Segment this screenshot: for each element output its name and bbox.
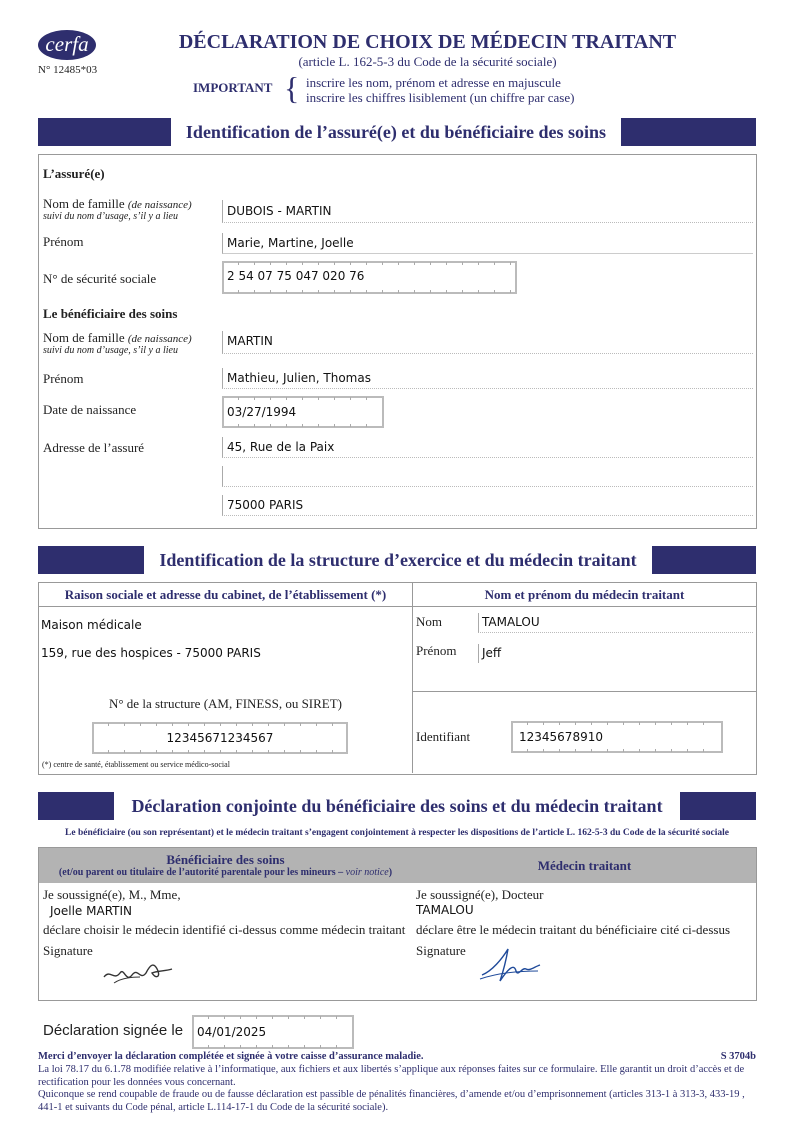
- establishment-footnote: (*) centre de santé, établissement ou service médico-social: [42, 760, 230, 769]
- comb-tick: [318, 290, 319, 293]
- comb-tick: [639, 749, 640, 752]
- doctor-divider: [413, 691, 756, 692]
- important-line-2: inscrire les chiffres lisiblement (un chiffre par case): [306, 90, 575, 105]
- comb-tick: [336, 1045, 337, 1048]
- dob-field[interactable]: [222, 396, 384, 428]
- comb-tick: [446, 262, 447, 265]
- comb-tick: [284, 723, 285, 726]
- comb-tick: [332, 723, 333, 726]
- comb-tick: [268, 750, 269, 753]
- comb-tick: [220, 723, 221, 726]
- comb-tick: [639, 722, 640, 725]
- comb-tick: [316, 723, 317, 726]
- comb-tick: [272, 1045, 273, 1048]
- comb-tick: [446, 290, 447, 293]
- comb-tick: [256, 1045, 257, 1048]
- comb-tick: [288, 1016, 289, 1019]
- comb-tick: [655, 749, 656, 752]
- comb-tick: [316, 750, 317, 753]
- doctor-first-name-field[interactable]: [478, 644, 753, 663]
- subheader-end: ): [388, 867, 393, 878]
- dob-label: Date de naissance: [43, 402, 137, 417]
- comb-tick: [334, 424, 335, 427]
- comb-tick: [350, 424, 351, 427]
- comb-tick: [414, 290, 415, 293]
- comb-tick: [430, 262, 431, 265]
- section1-title: Identification de l’assuré(e) et du bénéficiaire des soins: [171, 118, 621, 146]
- comb-tick: [510, 262, 511, 265]
- comb-tick: [268, 723, 269, 726]
- comb-tick: [124, 723, 125, 726]
- comb-tick: [543, 749, 544, 752]
- privacy-notice: La loi 78.17 du 6.1.78 modifiée relative à l’informatique, aux fichiers et aux libertés s’applique aux réponses faites sur ce formulaire. Elle garantit un droit d’accès et de rectification pour les données vous concernant.: [38, 1064, 745, 1088]
- brace-icon: {: [284, 70, 300, 106]
- address-line2-field[interactable]: [222, 466, 753, 487]
- beneficiary-first-name-value: Mathieu, Julien, Thomas: [227, 371, 371, 385]
- comb-tick: [366, 262, 367, 265]
- insured-usage-hint: suivi du nom d’usage, s’il y a lieu: [43, 211, 178, 222]
- comb-tick: [286, 424, 287, 427]
- comb-tick: [334, 397, 335, 400]
- fraud-notice: Quiconque se rend coupable de fraude ou de fausse déclaration est passible de pénalités financières, d’amende et/ou d’emprisonnement (articles 313-1 à 313-3, 433-19 , 441-1 et suivants du Code pénal, article L.114-17-1 du Code de la sécurité sociale).: [38, 1089, 745, 1113]
- beneficiary-heading: Le bénéficiaire des soins: [43, 306, 178, 321]
- comb-tick: [687, 749, 688, 752]
- comb-tick: [559, 722, 560, 725]
- signed-date-field[interactable]: [192, 1015, 354, 1049]
- structure-number-value: 12345671234567: [166, 731, 274, 745]
- establishment-column-header: Raison sociale et adresse du cabinet, de l’établissement (*): [64, 587, 387, 602]
- comb-tick: [302, 397, 303, 400]
- comb-tick: [591, 749, 592, 752]
- comb-tick: [510, 290, 511, 293]
- insured-family-name-field[interactable]: [222, 200, 753, 223]
- comb-tick: [320, 1016, 321, 1019]
- comb-tick: [398, 290, 399, 293]
- insured-first-name-value: Marie, Martine, Joelle: [227, 236, 354, 250]
- address-city-field[interactable]: [222, 495, 753, 516]
- form-code: S 3704b: [720, 1051, 756, 1062]
- comb-tick: [366, 397, 367, 400]
- comb-tick: [494, 290, 495, 293]
- structure-number-field[interactable]: [92, 722, 348, 754]
- beneficiary-signer-name: Joelle MARTIN: [50, 904, 133, 918]
- structure-column-divider: [412, 583, 413, 773]
- identifier-label: Identifiant: [416, 729, 471, 744]
- doctor-column-header: Nom et prénom du médecin traitant: [484, 587, 685, 602]
- dob-value: 03/27/1994: [227, 405, 297, 419]
- comb-tick: [270, 290, 271, 293]
- comb-tick: [382, 262, 383, 265]
- comb-tick: [172, 723, 173, 726]
- comb-tick: [302, 424, 303, 427]
- comb-tick: [366, 424, 367, 427]
- beneficiary-family-name-label-text: Nom de famille: [43, 330, 125, 345]
- insured-family-name-value: DUBOIS - MARTIN: [227, 204, 332, 218]
- comb-tick: [623, 749, 624, 752]
- signed-date-value: 04/01/2025: [197, 1025, 267, 1039]
- comb-tick: [703, 722, 704, 725]
- beneficiary-declaration: déclare choisir le médecin identifié ci-dessus comme médecin traitant: [43, 922, 406, 937]
- comb-tick: [527, 749, 528, 752]
- comb-tick: [350, 290, 351, 293]
- section1-header: [38, 118, 756, 146]
- comb-tick: [238, 424, 239, 427]
- comb-tick: [256, 1016, 257, 1019]
- comb-tick: [304, 1045, 305, 1048]
- comb-tick: [224, 1016, 225, 1019]
- beneficiary-column-header: Bénéficiaire des soins: [166, 852, 285, 867]
- beneficiary-family-name-field[interactable]: [222, 331, 753, 354]
- address-label: Adresse de l’assuré: [43, 440, 145, 455]
- section3-header: [38, 792, 756, 820]
- beneficiary-usage-hint: suivi du nom d’usage, s’il y a lieu: [43, 345, 178, 356]
- beneficiary-first-name-label: Prénom: [43, 371, 84, 386]
- comb-tick: [687, 722, 688, 725]
- comb-tick: [286, 397, 287, 400]
- comb-tick: [300, 750, 301, 753]
- comb-tick: [703, 749, 704, 752]
- family-name-hint: (de naissance): [127, 199, 192, 211]
- doctor-declaration-column-header: Médecin traitant: [537, 858, 632, 873]
- comb-tick: [288, 1045, 289, 1048]
- comb-tick: [607, 722, 608, 725]
- comb-tick: [254, 290, 255, 293]
- comb-tick: [462, 290, 463, 293]
- comb-tick: [366, 290, 367, 293]
- comb-tick: [430, 290, 431, 293]
- section2-title: Identification de la structure d’exercice et du médecin traitant: [144, 546, 652, 574]
- structure-number-label: N° de la structure (AM, FINESS, ou SIRET): [108, 696, 343, 711]
- comb-tick: [398, 262, 399, 265]
- family-name-label-text: Nom de famille: [43, 196, 125, 211]
- ssn-value: 2 54 07 75 047 020 76: [227, 269, 365, 283]
- doctor-signer-name: TAMALOU: [416, 903, 474, 917]
- comb-tick: [318, 424, 319, 427]
- identifier-value: 12345678910: [519, 730, 603, 744]
- comb-tick: [208, 1016, 209, 1019]
- comb-tick: [272, 1016, 273, 1019]
- comb-tick: [254, 424, 255, 427]
- comb-tick: [220, 750, 221, 753]
- comb-tick: [252, 723, 253, 726]
- comb-tick: [591, 722, 592, 725]
- ssn-label: N° de sécurité sociale: [43, 271, 157, 286]
- comb-tick: [623, 722, 624, 725]
- comb-tick: [156, 723, 157, 726]
- comb-tick: [336, 1016, 337, 1019]
- comb-tick: [302, 262, 303, 265]
- comb-tick: [478, 290, 479, 293]
- comb-tick: [382, 290, 383, 293]
- insured-first-name-field[interactable]: [222, 233, 753, 254]
- comb-tick: [318, 262, 319, 265]
- page-subtitle: (article L. 162-5-3 du Code de la sécurité sociale): [298, 54, 557, 69]
- section2-header: [38, 546, 756, 574]
- insured-first-name-label: Prénom: [43, 234, 84, 249]
- comb-tick: [286, 262, 287, 265]
- comb-tick: [238, 290, 239, 293]
- beneficiary-column-subheader: [39, 867, 412, 878]
- comb-tick: [270, 424, 271, 427]
- comb-tick: [414, 262, 415, 265]
- comb-tick: [543, 722, 544, 725]
- comb-tick: [124, 750, 125, 753]
- beneficiary-family-name-label: [43, 330, 192, 346]
- section3-title: Déclaration conjointe du bénéficiaire des soins et du médecin traitant: [114, 792, 680, 820]
- doctor-first-name-label: Prénom: [416, 643, 457, 658]
- comb-tick: [140, 750, 141, 753]
- comb-tick: [334, 262, 335, 265]
- insured-heading: L’assuré(e): [43, 166, 105, 181]
- doctor-name-label: Nom: [416, 614, 442, 629]
- comb-tick: [140, 723, 141, 726]
- comb-tick: [238, 262, 239, 265]
- doctor-signature-label: Signature: [416, 943, 466, 958]
- comb-tick: [332, 750, 333, 753]
- subheader-notice: voir notice: [345, 867, 389, 878]
- beneficiary-undersigned: Je soussigné(e), M., Mme,: [43, 887, 181, 902]
- comb-tick: [204, 750, 205, 753]
- establishment-name: Maison médicale: [41, 618, 142, 632]
- comb-tick: [559, 749, 560, 752]
- comb-tick: [108, 750, 109, 753]
- address-line1-value: 45, Rue de la Paix: [227, 440, 335, 454]
- doctor-name-value: TAMALOU: [482, 615, 540, 629]
- doctor-name-field[interactable]: [478, 613, 753, 633]
- comb-tick: [188, 723, 189, 726]
- comb-tick: [671, 749, 672, 752]
- comb-tick: [240, 1045, 241, 1048]
- ssn-field[interactable]: [222, 261, 517, 294]
- cerfa-logo: cerfa: [38, 30, 96, 60]
- comb-tick: [318, 397, 319, 400]
- insured-family-name-label: [43, 196, 192, 212]
- cerfa-number: N° 12485*03: [38, 64, 98, 76]
- comb-tick: [304, 1016, 305, 1019]
- comb-tick: [575, 749, 576, 752]
- doctor-undersigned: Je soussigné(e), Docteur: [416, 887, 544, 902]
- comb-tick: [350, 262, 351, 265]
- comb-tick: [286, 290, 287, 293]
- comb-tick: [254, 397, 255, 400]
- doctor-signature-icon: [478, 945, 543, 987]
- beneficiary-family-name-value: MARTIN: [227, 334, 273, 348]
- comb-tick: [108, 723, 109, 726]
- subheader-text: (et/ou parent ou titulaire de l’autorité parentale pour les mineurs –: [58, 867, 344, 878]
- signed-date-label: Déclaration signée le: [43, 1022, 184, 1039]
- comb-tick: [302, 290, 303, 293]
- important-label: IMPORTANT: [193, 80, 273, 95]
- comb-tick: [236, 750, 237, 753]
- comb-tick: [270, 397, 271, 400]
- comb-tick: [527, 722, 528, 725]
- important-line-1: inscrire les nom, prénom et adresse en majuscule: [306, 75, 561, 90]
- comb-tick: [350, 397, 351, 400]
- comb-tick: [172, 750, 173, 753]
- structure-header-divider: [39, 606, 756, 607]
- comb-tick: [156, 750, 157, 753]
- beneficiary-family-name-hint: (de naissance): [127, 333, 192, 345]
- comb-tick: [320, 1045, 321, 1048]
- comb-tick: [270, 262, 271, 265]
- comb-tick: [607, 749, 608, 752]
- comb-tick: [224, 1045, 225, 1048]
- comb-tick: [188, 750, 189, 753]
- address-city-value: 75000 PARIS: [227, 498, 304, 512]
- comb-tick: [671, 722, 672, 725]
- comb-tick: [494, 262, 495, 265]
- comb-tick: [284, 750, 285, 753]
- comb-tick: [334, 290, 335, 293]
- joint-declaration-intro: Le bénéficiaire (ou son représentant) et le médecin traitant s’engagent conjointement à respecter les dispositions de l’article L. 162-5-3 du Code de la sécurité sociale: [65, 828, 729, 838]
- comb-tick: [254, 262, 255, 265]
- beneficiary-first-name-field[interactable]: [222, 368, 753, 389]
- beneficiary-signature-label: Signature: [43, 943, 93, 958]
- comb-tick: [462, 262, 463, 265]
- comb-tick: [575, 722, 576, 725]
- comb-tick: [240, 1016, 241, 1019]
- doctor-first-name-value: Jeff: [482, 646, 502, 660]
- establishment-address: 159, rue des hospices - 75000 PARIS: [41, 646, 261, 660]
- comb-tick: [204, 723, 205, 726]
- page-title: DÉCLARATION DE CHOIX DE MÉDECIN TRAITANT: [178, 31, 677, 53]
- identifier-field[interactable]: [511, 721, 723, 753]
- comb-tick: [478, 262, 479, 265]
- beneficiary-signature-icon: [100, 955, 175, 987]
- doctor-declaration: déclare être le médecin traitant du bénéficiaire cité ci-dessus: [416, 922, 730, 937]
- comb-tick: [252, 750, 253, 753]
- send-notice: Merci d’envoyer la déclaration complétée et signée à votre caisse d’assurance maladie.: [38, 1051, 424, 1062]
- comb-tick: [238, 397, 239, 400]
- comb-tick: [208, 1045, 209, 1048]
- comb-tick: [655, 722, 656, 725]
- comb-tick: [300, 723, 301, 726]
- address-line1-field[interactable]: [222, 437, 753, 458]
- comb-tick: [236, 723, 237, 726]
